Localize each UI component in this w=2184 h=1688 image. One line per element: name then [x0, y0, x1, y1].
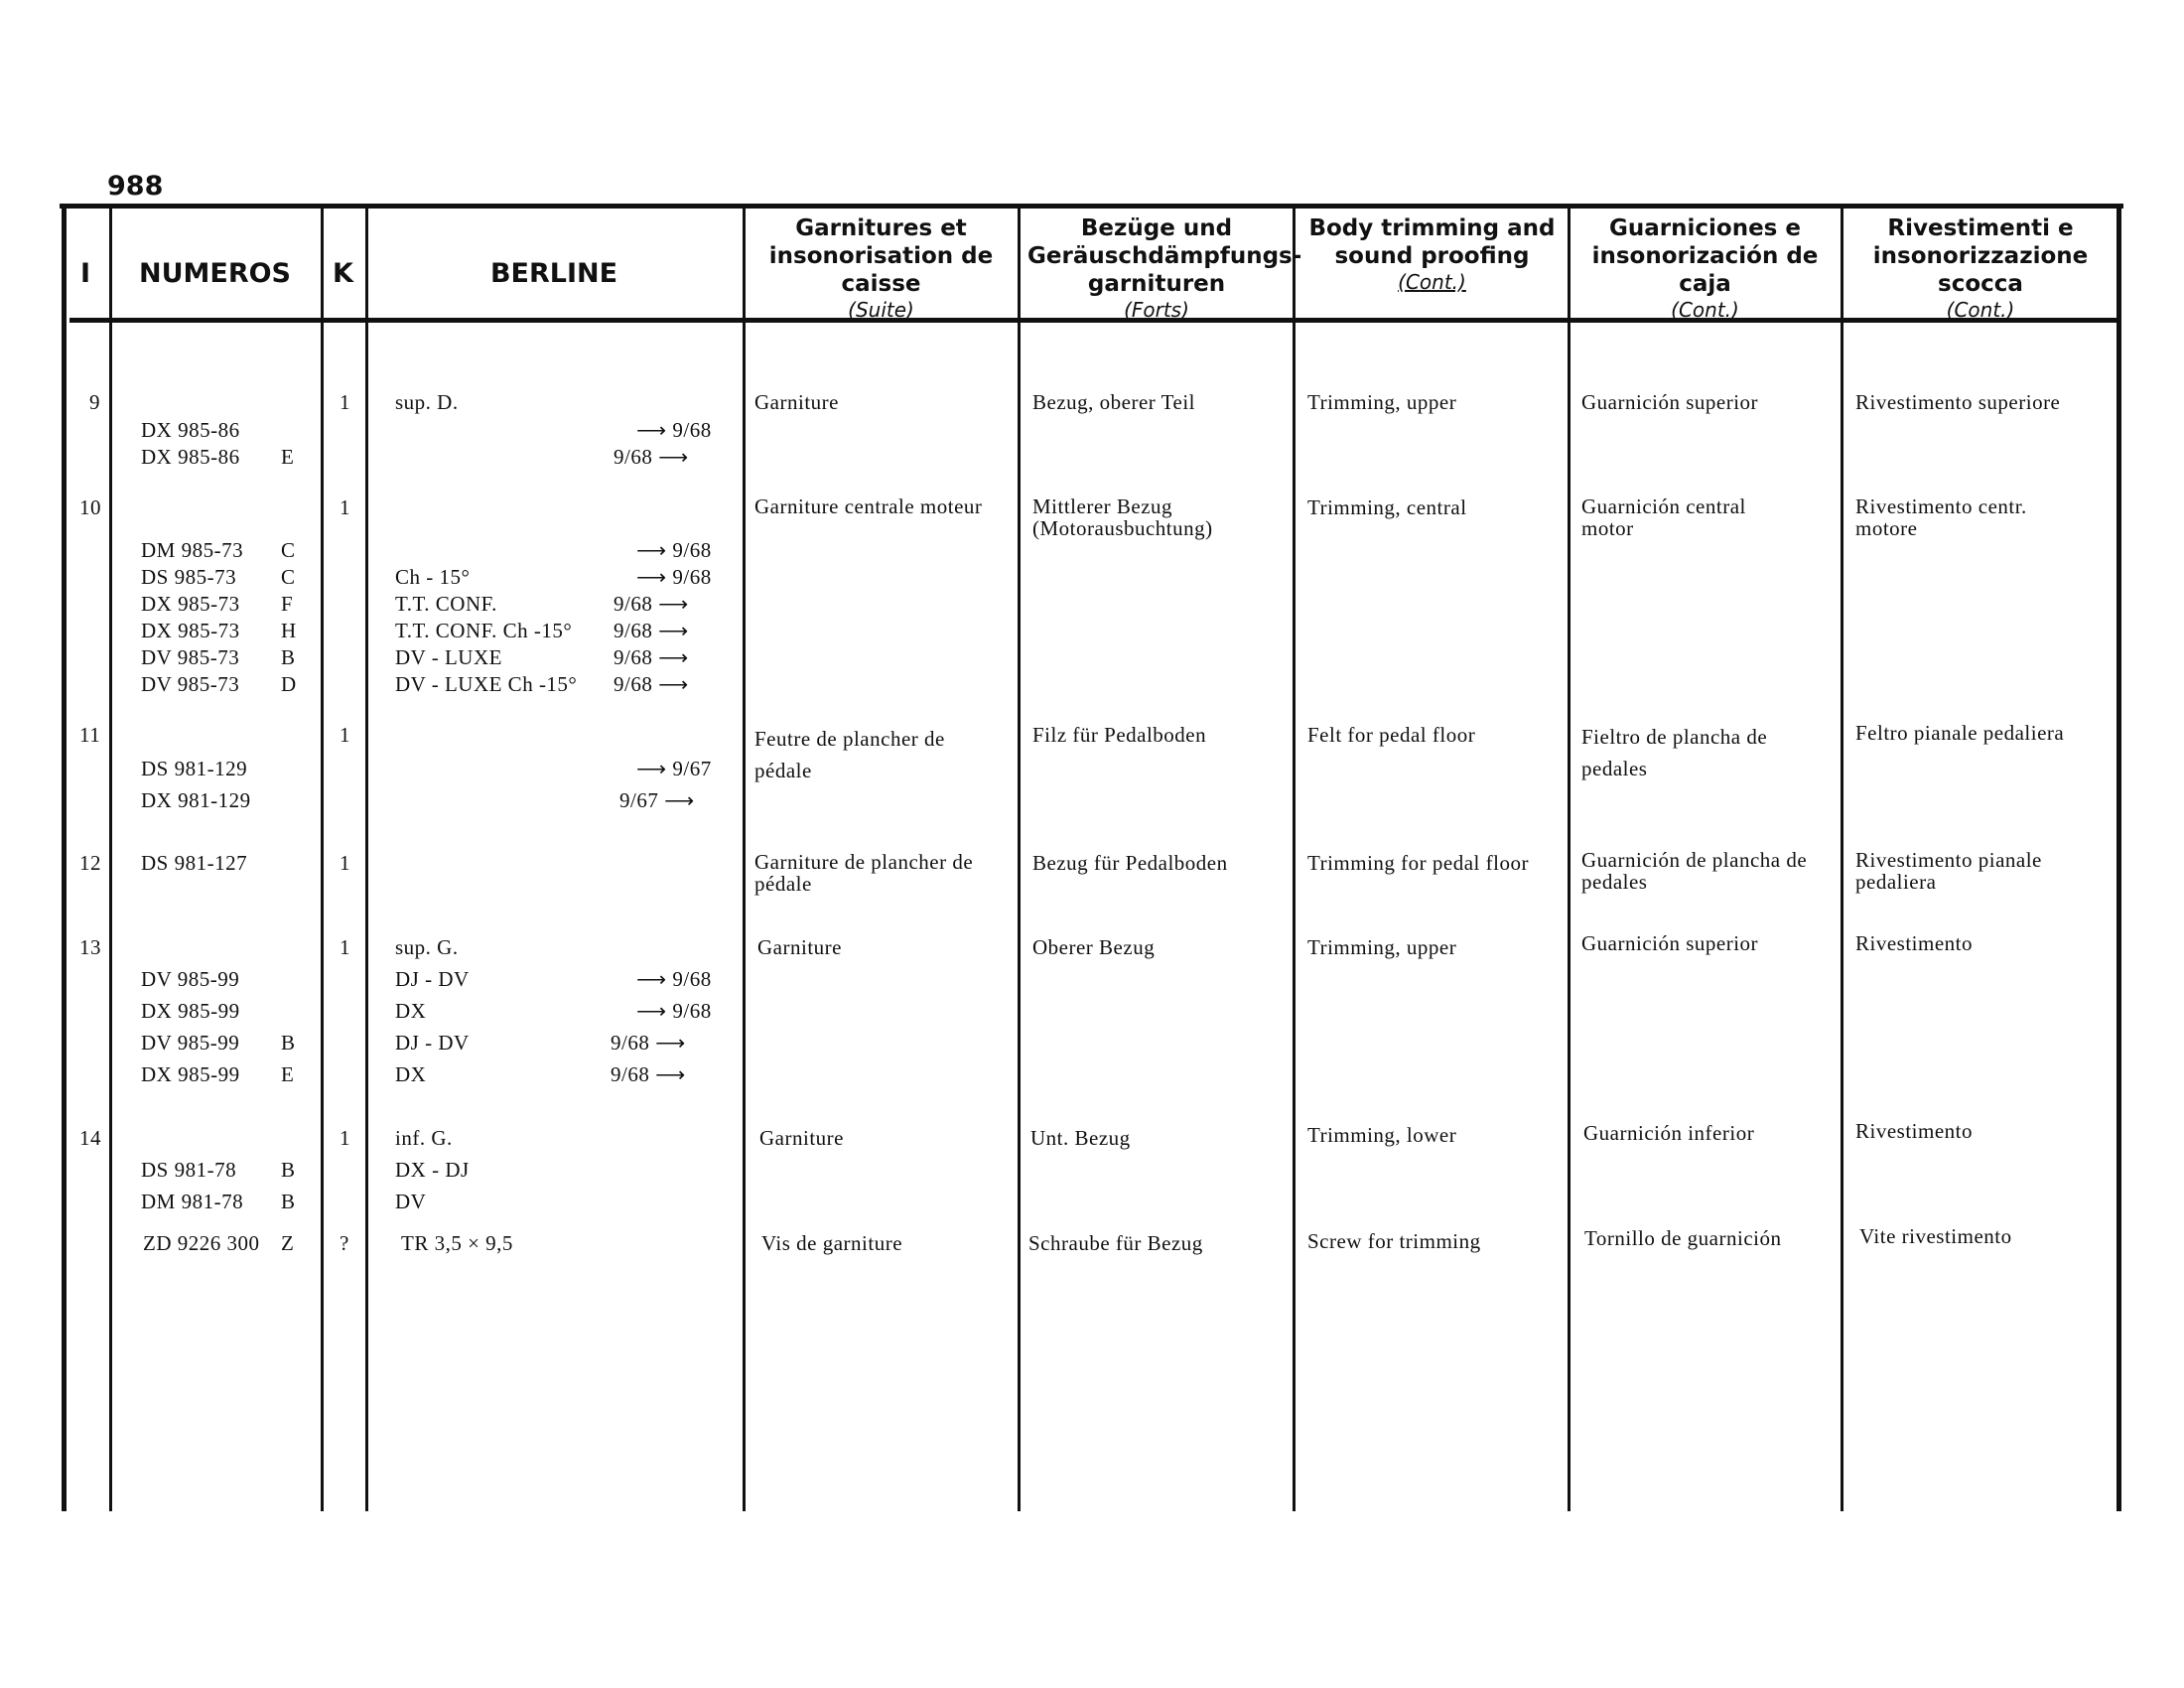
row-berline: sup. D.: [395, 390, 459, 414]
column-divider: [1841, 209, 1843, 1511]
header-italian: [1851, 214, 2110, 322]
part-number: DX 985-99: [141, 1062, 240, 1086]
header-index: I: [79, 258, 91, 289]
row-italian: Feltro pianale pedaliera: [1855, 721, 2065, 745]
header-german-note: (Forts): [1124, 298, 1189, 322]
part-description: T.T. CONF. Ch -15°: [395, 619, 573, 642]
part-date: 9/68 ⟶: [611, 1062, 686, 1086]
column-divider: [1293, 209, 1296, 1511]
header-italian-note: (Cont.): [1946, 298, 2015, 322]
header-spanish-title: Guarniciones e insonorización de caja: [1591, 215, 1819, 297]
part-date: ⟶ 9/68: [636, 999, 712, 1023]
row-italian: Vite rivestimento: [1859, 1224, 2012, 1248]
part-number: DX 985-73: [141, 619, 240, 642]
row-german: Mittlerer Bezug (Motorausbuchtung): [1032, 494, 1213, 540]
part-variant: C: [281, 565, 296, 589]
part-description: DJ - DV: [395, 1031, 470, 1055]
part-description: DV - LUXE Ch -15°: [395, 672, 578, 696]
header-berline: BERLINE: [489, 258, 618, 289]
row-italian: Rivestimento centr. motore: [1855, 494, 2027, 540]
row-german: Filz für Pedalboden: [1032, 723, 1207, 747]
column-divider: [743, 209, 746, 1511]
row-italian: Rivestimento pianale pedaliera: [1855, 848, 2042, 894]
part-number: DX 985-73: [141, 592, 240, 616]
row-berline: inf. G.: [395, 1126, 453, 1150]
header-italian-title: Rivestimenti e insonorizzazione scocca: [1872, 215, 2089, 297]
row-spanish: Guarnición central motor: [1581, 494, 1746, 540]
part-number: DS 981-127: [141, 851, 248, 875]
row-spanish: Tornillo de guarnición: [1584, 1226, 1782, 1250]
column-divider: [109, 209, 112, 1511]
row-french: Feutre de plancher de pédale: [754, 727, 945, 782]
row-german: Bezug, oberer Teil: [1032, 390, 1195, 414]
part-date: 9/68 ⟶: [614, 672, 689, 696]
part-variant: C: [281, 538, 296, 562]
part-description: Ch - 15°: [395, 565, 471, 589]
part-date: 9/68 ⟶: [611, 1031, 686, 1055]
row-index: 10: [79, 495, 101, 519]
part-date: ⟶ 9/68: [636, 538, 712, 562]
header-numeros: NUMEROS: [138, 258, 292, 289]
part-number: DV 985-73: [141, 645, 240, 669]
part-number: DX 981-129: [141, 788, 251, 812]
header-english-note: (Cont.): [1398, 270, 1466, 294]
row-english: Trimming, lower: [1307, 1123, 1457, 1147]
row-german: Unt. Bezug: [1030, 1126, 1131, 1150]
row-italian: Rivestimento superiore: [1855, 390, 2061, 414]
row-k: 1: [340, 723, 350, 747]
row-french: Garniture: [754, 390, 839, 414]
part-variant: B: [281, 1190, 296, 1213]
part-variant: B: [281, 1158, 296, 1182]
row-english: Screw for trimming: [1307, 1229, 1481, 1253]
header-spanish: [1578, 214, 1832, 322]
part-description: T.T. CONF.: [395, 592, 497, 616]
page-number: 988: [107, 171, 164, 202]
row-german: Bezug für Pedalboden: [1032, 851, 1228, 875]
column-divider: [321, 209, 324, 1511]
part-description: DX: [395, 999, 427, 1023]
part-description: DJ - DV: [395, 967, 470, 991]
part-date: ⟶ 9/68: [636, 565, 712, 589]
part-number: DV 985-99: [141, 1031, 240, 1055]
row-index: 9: [89, 390, 100, 414]
row-french: Garniture: [759, 1126, 844, 1150]
part-date: ⟶ 9/68: [636, 418, 712, 442]
part-date: 9/68 ⟶: [614, 445, 689, 469]
part-number: DM 981-78: [141, 1190, 244, 1213]
row-index: 13: [79, 935, 101, 959]
row-italian: Rivestimento: [1855, 1119, 1973, 1143]
part-number: DS 985-73: [141, 565, 237, 589]
row-french: Vis de garniture: [761, 1231, 903, 1255]
part-number: DX 985-99: [141, 999, 240, 1023]
row-spanish: Fieltro de plancha de pedales: [1581, 725, 1768, 780]
part-date: ⟶ 9/67: [636, 757, 712, 780]
row-english: Trimming, upper: [1307, 935, 1457, 959]
row-german: Schraube für Bezug: [1028, 1231, 1203, 1255]
part-date: 9/68 ⟶: [614, 619, 689, 642]
row-spanish: Guarnición superior: [1581, 931, 1759, 955]
part-description: DV: [395, 1190, 427, 1213]
part-number: DX 985-86: [141, 445, 240, 469]
part-variant: H: [281, 619, 297, 642]
part-number: DM 985-73: [141, 538, 244, 562]
header-english: [1305, 214, 1559, 294]
part-number: DV 985-99: [141, 967, 240, 991]
column-divider: [1568, 209, 1570, 1511]
column-divider: [2116, 209, 2121, 1511]
row-k: 1: [340, 1126, 350, 1150]
part-variant: E: [281, 1062, 295, 1086]
part-variant: Z: [281, 1231, 295, 1255]
column-divider: [365, 209, 368, 1511]
part-variant: E: [281, 445, 295, 469]
row-k: 1: [340, 390, 350, 414]
row-index: 11: [79, 723, 101, 747]
part-date: ⟶ 9/68: [636, 967, 712, 991]
part-variant: D: [281, 672, 297, 696]
header-french-note: (Suite): [848, 298, 914, 322]
part-date: 9/67 ⟶: [619, 788, 695, 812]
part-description: DV - LUXE: [395, 645, 502, 669]
row-english: Trimming, upper: [1307, 390, 1457, 414]
header-french-title: Garnitures et insonorisation de caisse: [768, 215, 994, 297]
part-date: 9/68 ⟶: [614, 592, 689, 616]
part-number: DV 985-73: [141, 672, 240, 696]
row-english: Felt for pedal floor: [1307, 723, 1476, 747]
row-index: 12: [79, 851, 101, 875]
row-berline: sup. G.: [395, 935, 459, 959]
part-number: DX 985-86: [141, 418, 240, 442]
row-berline: TR 3,5 × 9,5: [401, 1231, 513, 1255]
part-variant: B: [281, 645, 296, 669]
column-divider: [1018, 209, 1021, 1511]
row-french: Garniture centrale moteur: [754, 494, 983, 518]
row-english: Trimming, central: [1307, 495, 1467, 519]
row-k: 1: [340, 495, 350, 519]
row-english: Trimming for pedal floor: [1307, 851, 1529, 875]
header-french: [754, 214, 1008, 322]
row-french: Garniture: [757, 935, 842, 959]
part-number: DS 981-78: [141, 1158, 237, 1182]
row-spanish: Guarnición inferior: [1583, 1121, 1755, 1145]
part-number: ZD 9226 300: [143, 1231, 260, 1255]
header-k: K: [333, 258, 353, 289]
header-german: [1027, 214, 1302, 322]
row-k: 1: [340, 851, 350, 875]
part-description: DX: [395, 1062, 427, 1086]
part-variant: B: [281, 1031, 296, 1055]
header-english-title: Body trimming and sound proofing: [1308, 215, 1556, 269]
row-index: 14: [79, 1126, 101, 1150]
part-date: 9/68 ⟶: [614, 645, 689, 669]
row-k: ?: [340, 1231, 349, 1255]
header-spanish-note: (Cont.): [1671, 298, 1739, 322]
part-description: DX - DJ: [395, 1158, 470, 1182]
part-number: DS 981-129: [141, 757, 248, 780]
column-divider: [62, 209, 67, 1511]
row-spanish: Guarnición de plancha de pedales: [1581, 848, 1808, 894]
part-variant: F: [281, 592, 294, 616]
row-italian: Rivestimento: [1855, 931, 1973, 955]
row-german: Oberer Bezug: [1032, 935, 1156, 959]
header-german-title: Bezüge und Geräuschdämpfungs-garnituren: [1027, 215, 1302, 297]
row-spanish: Guarnición superior: [1581, 390, 1759, 414]
row-k: 1: [340, 935, 350, 959]
row-french: Garniture de plancher de pédale: [754, 850, 974, 896]
